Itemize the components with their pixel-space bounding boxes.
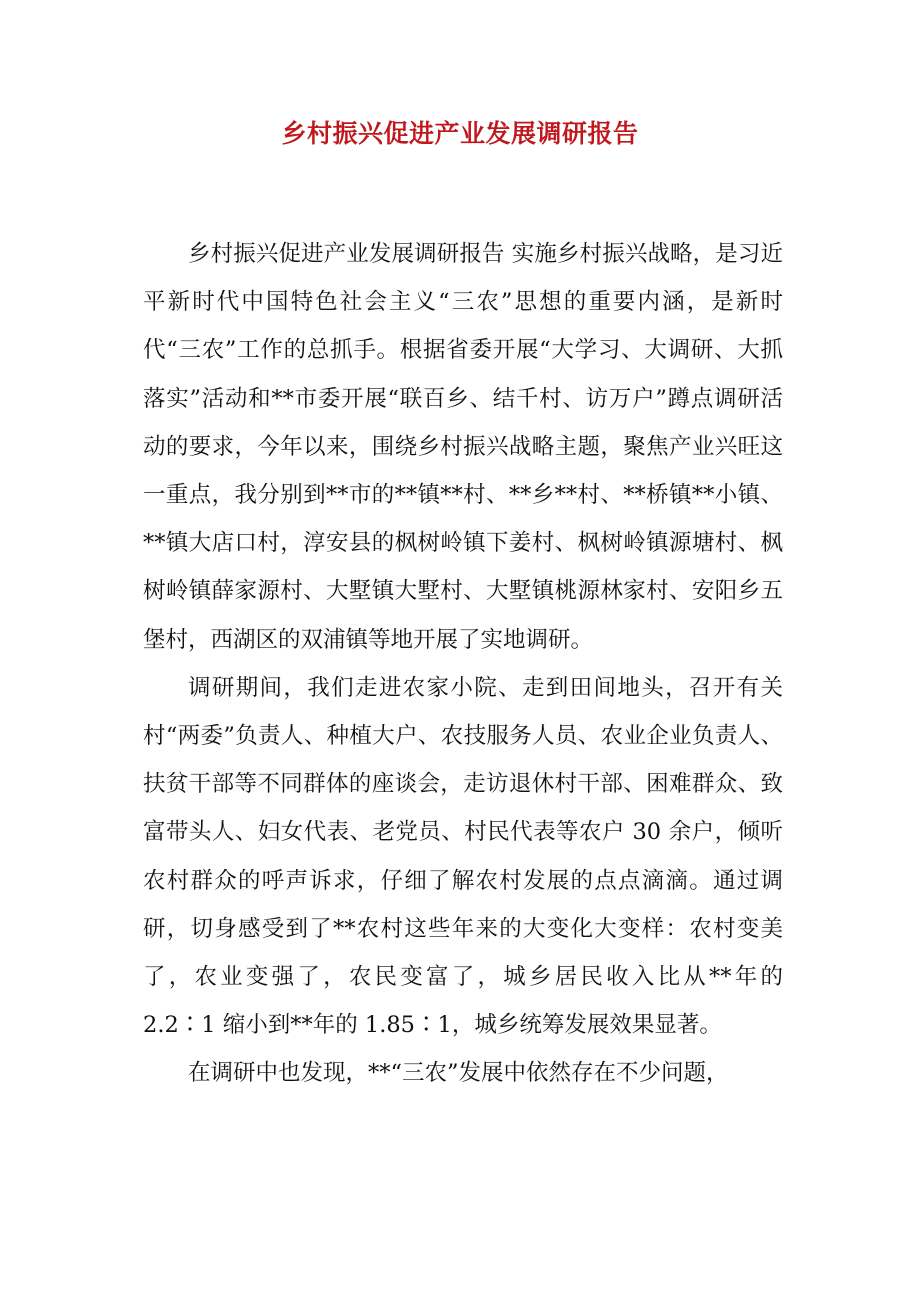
paragraph-3: 在调研中也发现，**“三农”发展中依然存在不少问题， [188,1060,729,1087]
paragraph-1: 乡村振兴促进产业发展调研报告 实施乡村振兴战略，是习近平新时代中国特色社会主义“三农”思想的重要内涵，是新时代“三农”工作的总抓手。根据省委开展“大学习、大调研、大抓落实”活动和**市委开展“联百乡、结千村、访万户”蹲点调研活动的要求，今年以来，围绕乡村振兴战略主题，聚焦产业兴旺这一重点，我分别到**市的**镇**村、**乡**村、**桥镇**小镇、**镇大店口村，淳安县的枫树岭镇下姜村、枫树岭镇源塘村、枫树岭镇薛家源村、大墅镇大墅村、大墅镇桃源林家村、安阳乡五堡村，西湖区的双浦镇等地开展了实地调研。 [143,241,783,653]
document-title: 乡村振兴促进产业发展调研报告 [281,119,639,148]
paragraph-2: 调研期间，我们走进农家小院、走到田间地头，召开有关村“两委”负责人、种植大户、农技服务人员、农业企业负责人、扶贫干部等不同群体的座谈会，走访退休村干部、困难群众、致富带头人、妇女代表、老党员、村民代表等农户 30 余户，倾听农村群众的呼声诉求，仔细了解农村发展的点点滴滴。通过调研，切身感受到了**农村这些年来的大变化大变样：农村变美了，农业变强了，农民变富了，城乡居民收入比从**年的 2.2∶1 缩小到**年的 1.85∶1，城乡统筹发展效果显著。 [143,674,783,1039]
document-body [143,230,783,1098]
